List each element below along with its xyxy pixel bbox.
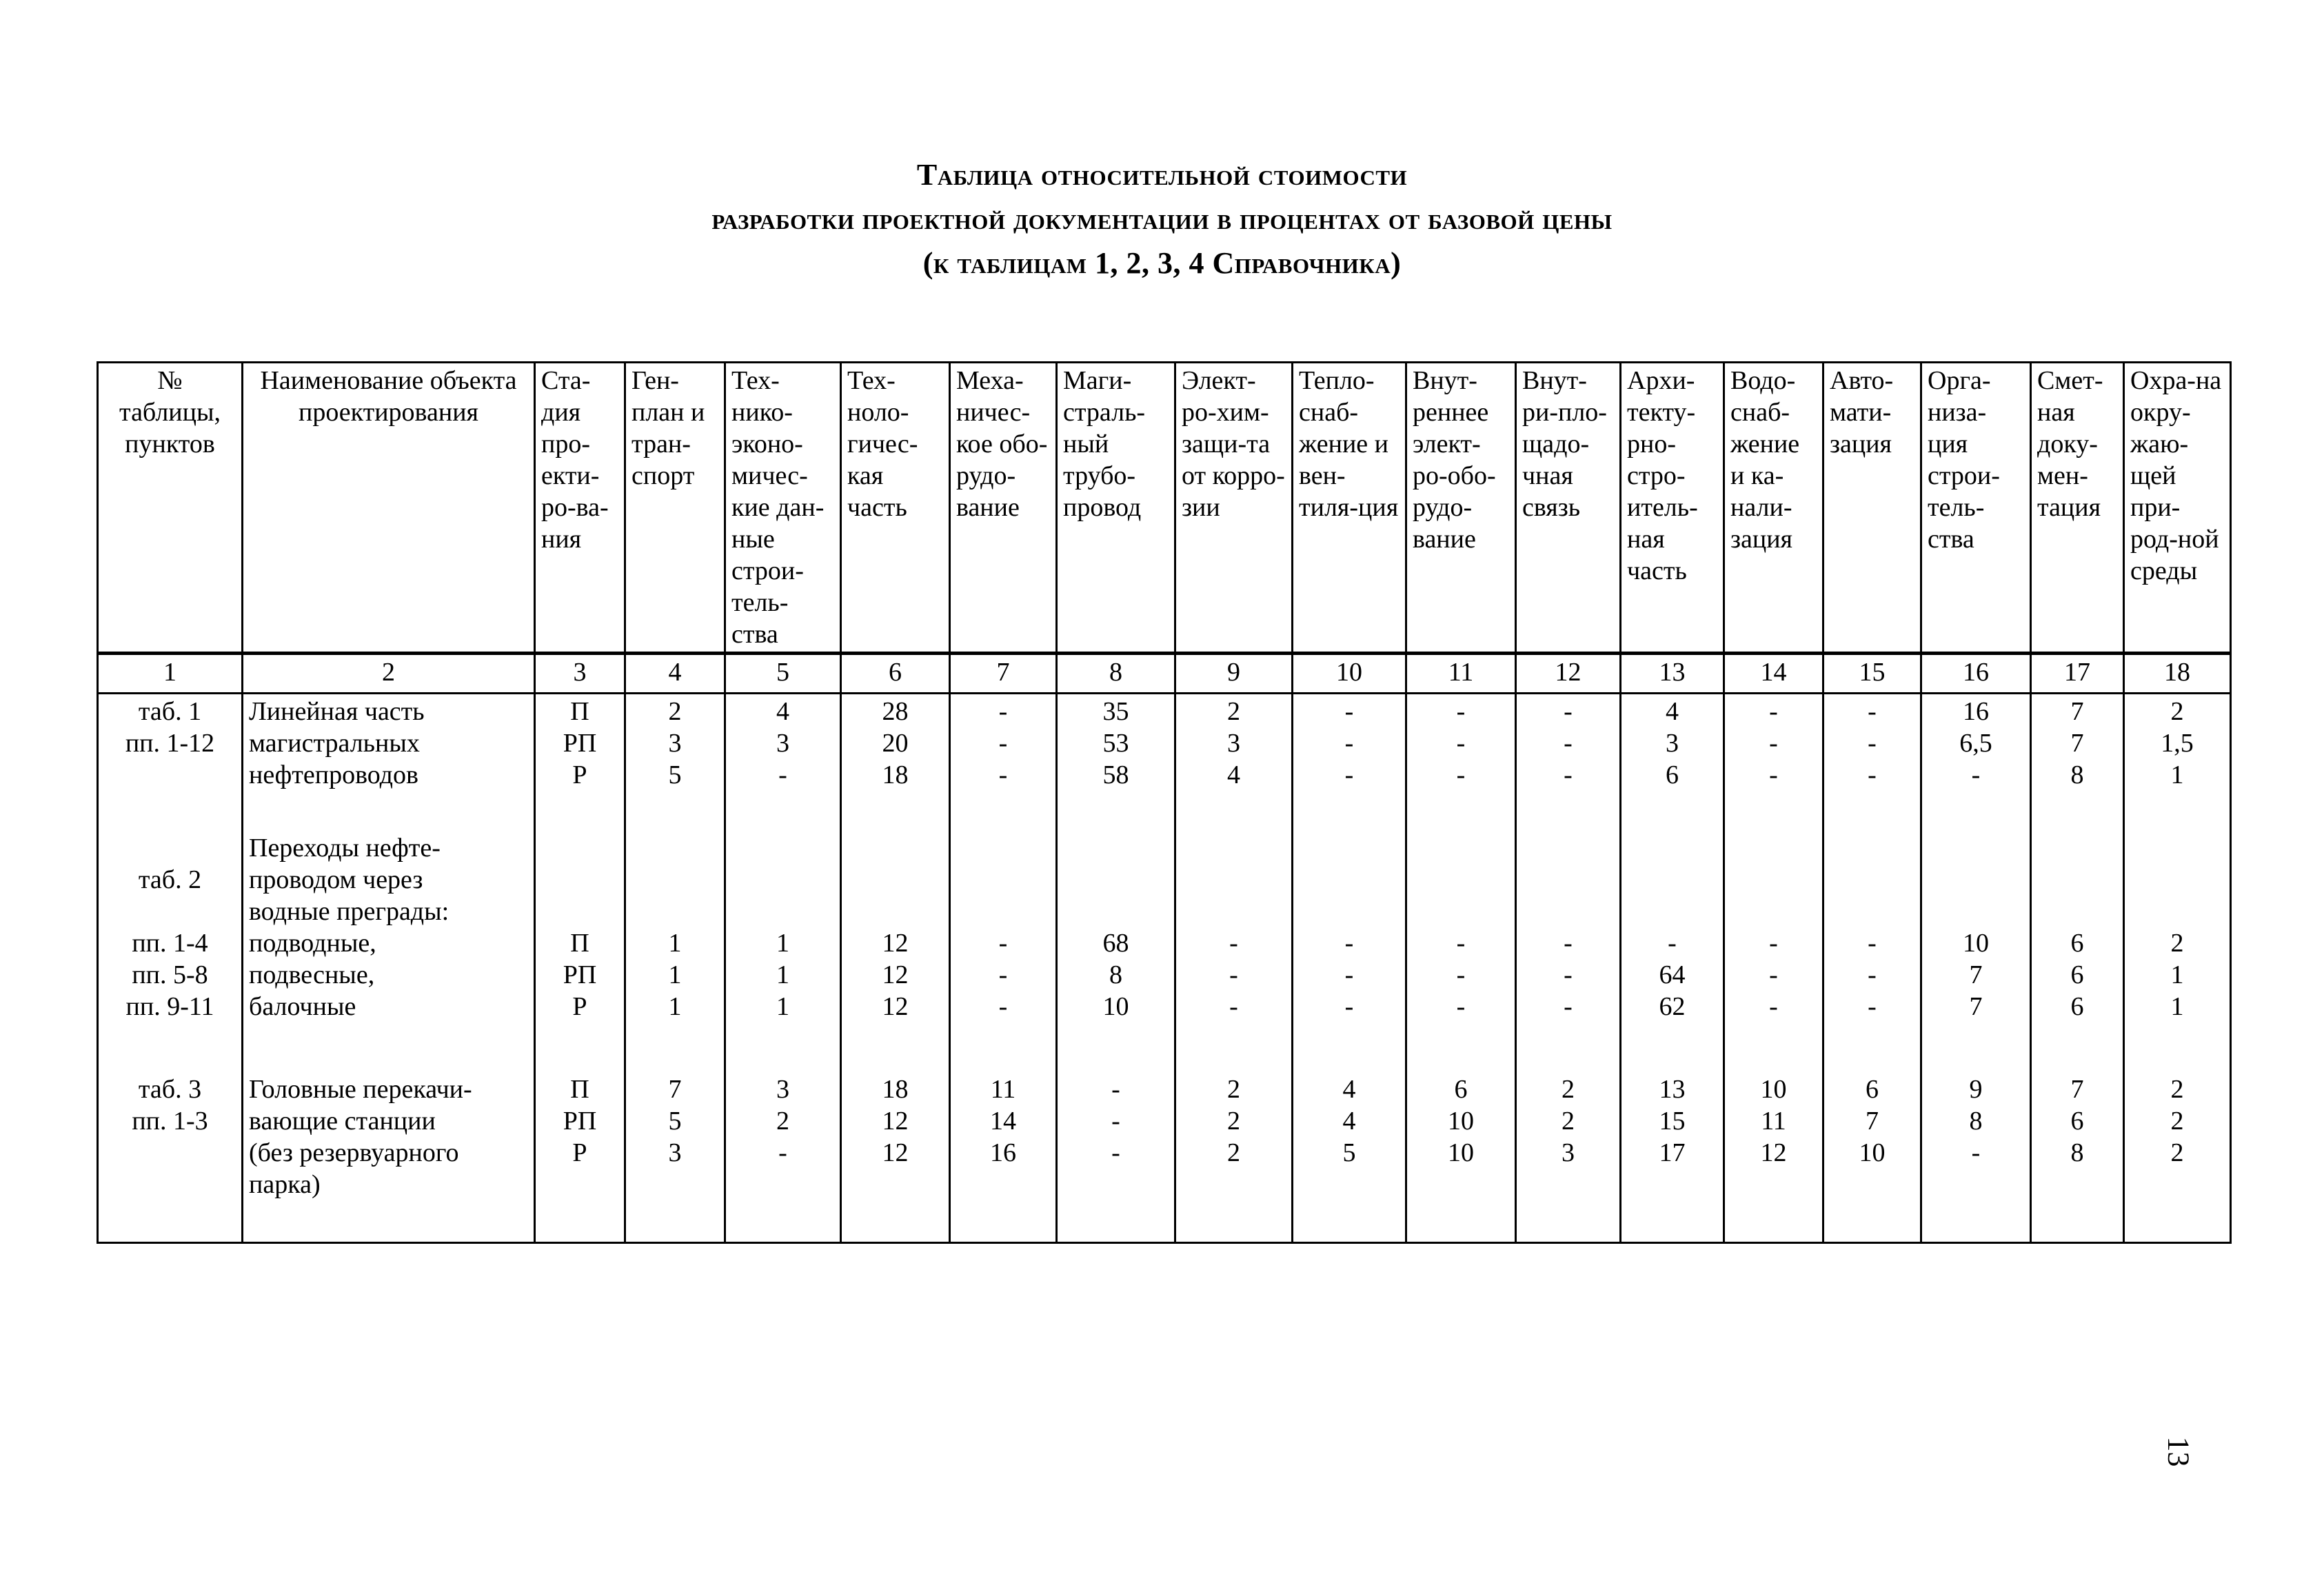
value-cell: 6 6 6	[2031, 799, 2124, 1040]
value-cell: - - -	[1175, 799, 1293, 1040]
column-number: 3	[535, 654, 625, 694]
header-cell: Архи-текту-рно-стро-итель-ная часть	[1621, 363, 1724, 654]
column-number: 13	[1621, 654, 1724, 694]
column-number: 7	[950, 654, 1057, 694]
column-number: 1	[98, 654, 243, 694]
value-cell: 35 53 58	[1057, 693, 1175, 799]
title-line-1: Таблица относительной стоимости	[916, 158, 1408, 192]
column-number-row	[98, 654, 2231, 694]
value-cell: 18 12 12	[841, 1040, 950, 1242]
header-cell: Охра-на окру-жаю-щей при-род-ной среды	[2124, 363, 2231, 654]
value-cell: 3 2 -	[725, 1040, 841, 1242]
column-number: 16	[1921, 654, 2031, 694]
column-number: 12	[1516, 654, 1621, 694]
value-cell: 16 6,5 -	[1921, 693, 2031, 799]
value-cell: 9 8 -	[1921, 1040, 2031, 1242]
header-cell: Тепло-снаб-жение и вен-тиля-ция	[1293, 363, 1406, 654]
table-row-group-1	[98, 693, 2231, 799]
header-cell: Ста-дия про-екти-ро-ва-ния	[535, 363, 625, 654]
header-cell: Меха-ничес-кое обо-рудо-вание	[950, 363, 1057, 654]
header-cell: № таблицы, пунктов	[98, 363, 243, 654]
value-cell: - - -	[1724, 799, 1823, 1040]
column-number: 15	[1823, 654, 1921, 694]
title-line-3: (к таблицам 1, 2, 3, 4 Справочника)	[922, 246, 1402, 280]
value-cell: 68 8 10	[1057, 799, 1175, 1040]
column-number: 9	[1175, 654, 1293, 694]
value-cell: 28 20 18	[841, 693, 950, 799]
value-cell: 2 2 2	[1175, 1040, 1293, 1242]
header-cell: Маги-страль-ный трубо-провод	[1057, 363, 1175, 654]
value-cell: - - -	[1057, 1040, 1175, 1242]
value-cell: 6 7 10	[1823, 1040, 1921, 1242]
value-cell: - - -	[1516, 693, 1621, 799]
value-cell: 6 10 10	[1406, 1040, 1516, 1242]
value-cell: 11 14 16	[950, 1040, 1057, 1242]
object-name-cell: Линейная часть магистральных нефтепроводов	[243, 693, 535, 799]
object-name-cell: Головные перекачи- вающие станции (без резервуарного парка)	[243, 1040, 535, 1242]
value-cell: 4 3 6	[1621, 693, 1724, 799]
header-cell: Тех-ноло-гичес-кая часть	[841, 363, 950, 654]
table-ref-cell: таб. 2 пп. 1-4 пп. 5-8 пп. 9-11	[98, 799, 243, 1040]
value-cell: 2 3 4	[1175, 693, 1293, 799]
value-cell: - - -	[1293, 799, 1406, 1040]
value-cell: - - -	[950, 693, 1057, 799]
column-number: 11	[1406, 654, 1516, 694]
header-cell: Ген-план и тран-спорт	[625, 363, 725, 654]
value-cell: - 64 62	[1621, 799, 1724, 1040]
value-cell: - - -	[1293, 693, 1406, 799]
column-number: 8	[1057, 654, 1175, 694]
value-cell: 2 3 5	[625, 693, 725, 799]
value-cell: - - -	[1823, 693, 1921, 799]
header-cell: Внут-реннее элект-ро-обо-рудо-вание	[1406, 363, 1516, 654]
column-number: 5	[725, 654, 841, 694]
table-row-group-2	[98, 799, 2231, 1040]
page-number: 13	[2161, 1436, 2196, 1467]
header-cell: Водо-снаб-жение и ка-нали-зация	[1724, 363, 1823, 654]
value-cell: - - -	[1724, 693, 1823, 799]
value-cell: 2 2 3	[1516, 1040, 1621, 1242]
column-number: 10	[1293, 654, 1406, 694]
header-cell: Смет-ная доку-мен-тация	[2031, 363, 2124, 654]
column-number: 18	[2124, 654, 2231, 694]
stage-cell: П РП Р	[535, 693, 625, 799]
value-cell: 2 1 1	[2124, 799, 2231, 1040]
value-cell: - - -	[1406, 799, 1516, 1040]
table-ref-cell: таб. 1 пп. 1-12	[98, 693, 243, 799]
value-cell: 12 12 12	[841, 799, 950, 1040]
value-cell: - - -	[1406, 693, 1516, 799]
value-cell: 2 2 2	[2124, 1040, 2231, 1242]
header-row	[98, 363, 2231, 654]
value-cell: 4 3 -	[725, 693, 841, 799]
relative-cost-table	[97, 361, 2232, 1244]
value-cell: 2 1,5 1	[2124, 693, 2231, 799]
column-number: 17	[2031, 654, 2124, 694]
value-cell: - - -	[1516, 799, 1621, 1040]
table-ref-cell: таб. 3 пп. 1-3	[98, 1040, 243, 1242]
value-cell: 10 7 7	[1921, 799, 2031, 1040]
table-row-group-3	[98, 1040, 2231, 1242]
header-cell: Авто-мати-зация	[1823, 363, 1921, 654]
header-cell: Наименование объекта проектирования	[243, 363, 535, 654]
value-cell: 7 5 3	[625, 1040, 725, 1242]
value-cell: 4 4 5	[1293, 1040, 1406, 1242]
value-cell: 1 1 1	[625, 799, 725, 1040]
value-cell: - - -	[950, 799, 1057, 1040]
stage-cell: П РП Р	[535, 799, 625, 1040]
value-cell: - - -	[1823, 799, 1921, 1040]
value-cell: 10 11 12	[1724, 1040, 1823, 1242]
value-cell: 1 1 1	[725, 799, 841, 1040]
object-name-cell: Переходы нефте- проводом через водные преграды: подводные, подвесные, балочные	[243, 799, 535, 1040]
value-cell: 13 15 17	[1621, 1040, 1724, 1242]
header-cell: Орга-низа-ция строи-тель-ства	[1921, 363, 2031, 654]
header-cell: Тех-нико-эконо-мичес-кие дан-ные строи-тель-ства	[725, 363, 841, 654]
column-number: 14	[1724, 654, 1823, 694]
column-number: 2	[243, 654, 535, 694]
title-line-2: разработки проектной документации в процентах от базовой цены	[711, 202, 1613, 236]
column-number: 6	[841, 654, 950, 694]
document-title	[0, 153, 2324, 285]
value-cell: 7 6 8	[2031, 1040, 2124, 1242]
value-cell: 7 7 8	[2031, 693, 2124, 799]
stage-cell: П РП Р	[535, 1040, 625, 1242]
column-number: 4	[625, 654, 725, 694]
header-cell: Элект-ро-хим-защи-та от корро-зии	[1175, 363, 1293, 654]
header-cell: Внут-ри-пло-щадо-чная связь	[1516, 363, 1621, 654]
